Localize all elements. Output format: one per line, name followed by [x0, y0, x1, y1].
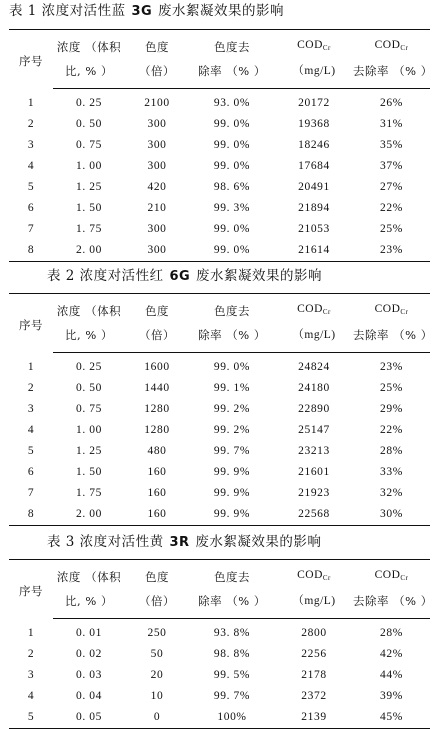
cell-concentration: 0. 04: [76, 690, 102, 702]
cell-cod: 24824: [298, 361, 330, 373]
cell-color: 2100: [144, 97, 170, 109]
cell-concentration: 0. 50: [76, 382, 102, 394]
cell-color-removal: 99. 0%: [189, 240, 275, 262]
cell-cod: 24180: [298, 382, 330, 394]
table-row: [9, 483, 430, 504]
cell-serial: 4: [27, 690, 35, 702]
header-color-removal-unit: 除率 （% ）: [189, 324, 275, 353]
cell-color-removal: 99. 0%: [213, 118, 251, 130]
cell-color-removal: 99. 9%: [189, 504, 275, 526]
cell-color: 0: [125, 707, 189, 729]
header-color: 色度: [125, 560, 189, 591]
header-cod: [275, 294, 353, 325]
header-color: 色度: [125, 30, 189, 61]
cell-color-removal: 99. 1%: [213, 382, 251, 394]
header-cod-unit: （mg/L): [275, 60, 353, 89]
header-concentration-unit: 比, % ）: [53, 590, 125, 619]
cell-color-removal: 100%: [189, 707, 275, 729]
cell-cod: 21894: [298, 202, 330, 214]
cell-cod-removal: 26%: [380, 97, 403, 109]
cell-color: 160: [125, 504, 189, 526]
header-cod-removal-subscript: Cr: [400, 308, 409, 316]
table-1-caption: [9, 3, 284, 19]
header-concentration: 浓度 （体积: [53, 560, 125, 591]
cell-color: 160: [147, 487, 167, 499]
cell-color: 300: [147, 139, 167, 151]
cell-concentration: 2. 00: [53, 504, 125, 526]
cell-concentration: 1. 75: [76, 487, 102, 499]
cell-serial: 6: [27, 202, 35, 214]
table-row: [9, 89, 430, 115]
header-concentration-unit: 比, % ）: [53, 60, 125, 89]
table-row: [9, 686, 430, 707]
table-row: [9, 240, 430, 262]
cell-serial: 8: [9, 240, 53, 262]
table-row: [9, 644, 430, 665]
header-cod-text: COD: [297, 569, 323, 581]
table-row: [9, 504, 430, 526]
header-cod-removal-subscript: Cr: [400, 44, 409, 52]
table-2-caption-suffix: 废水絮凝效果的影响: [191, 268, 322, 284]
cell-color-removal: 98. 8%: [213, 648, 251, 660]
header-color-removal: 色度去: [189, 560, 275, 591]
header-cod-removal-unit: 去除率 （% ）: [353, 60, 430, 89]
header-cod-subscript: Cr: [322, 574, 331, 582]
cell-color: 300: [147, 118, 167, 130]
cell-serial: 2: [27, 382, 35, 394]
cell-concentration: 1. 75: [76, 223, 102, 235]
table-row: [9, 420, 430, 441]
cell-color-removal: 99. 7%: [213, 445, 251, 457]
cell-color-removal: 98. 6%: [213, 181, 251, 193]
table-row: [9, 665, 430, 686]
cell-color: 210: [147, 202, 167, 214]
header-cod-text: COD: [297, 39, 323, 51]
table-row: [9, 462, 430, 483]
cell-cod-removal: 25%: [380, 382, 403, 394]
cell-color: 160: [147, 466, 167, 478]
header-serial: 序号: [9, 294, 53, 353]
cell-concentration: 1. 50: [76, 466, 102, 478]
cell-color-removal: 99. 9%: [213, 466, 251, 478]
cell-cod: 21053: [298, 223, 330, 235]
cell-cod-removal: 45%: [353, 707, 430, 729]
cell-color: 420: [147, 181, 167, 193]
header-cod-removal: [353, 560, 430, 591]
cell-color: 250: [147, 627, 167, 639]
cell-serial: 1: [27, 626, 35, 639]
table-2-caption: [47, 268, 322, 284]
cell-cod-removal: 22%: [380, 202, 403, 214]
cell-cod: 21614: [275, 240, 353, 262]
cell-color-removal: 93. 8%: [213, 627, 251, 639]
table-3-caption-dye: 3R: [169, 535, 190, 550]
header-cod-unit: （mg/L): [275, 324, 353, 353]
table-row: [9, 378, 430, 399]
cell-serial: 6: [27, 466, 35, 478]
header-cod-text: COD: [297, 303, 323, 315]
cell-cod-removal: 31%: [380, 118, 403, 130]
table-2-caption-prefix: 表 2 浓度对活性红: [47, 268, 169, 284]
cell-color-removal: 99. 0%: [213, 160, 251, 172]
table-row: [9, 177, 430, 198]
table-1-caption-suffix: 废水絮凝效果的影响: [153, 3, 284, 19]
cell-cod: 2256: [301, 648, 327, 660]
table-row: [9, 198, 430, 219]
cell-cod-removal: 37%: [380, 160, 403, 172]
header-color-removal-unit: 除率 （% ）: [189, 60, 275, 89]
table-1-caption-dye: 3G: [131, 4, 153, 19]
header-cod-removal-unit: 去除率 （% ）: [353, 324, 430, 353]
cell-color: 300: [147, 160, 167, 172]
header-cod-removal: [353, 294, 430, 325]
table-3-caption-suffix: 废水絮凝效果的影响: [190, 534, 322, 550]
cell-cod: 21923: [298, 487, 330, 499]
table-row: [9, 156, 430, 177]
cell-concentration: 0. 02: [76, 648, 102, 660]
cell-cod: 2178: [301, 669, 327, 681]
cell-cod-removal: 23%: [380, 361, 403, 373]
cell-color-removal: 99. 0%: [213, 139, 251, 151]
cell-cod-removal: 33%: [380, 466, 403, 478]
cell-serial: 1: [27, 96, 35, 109]
cell-color: 480: [147, 445, 167, 457]
header-cod-removal-text: COD: [374, 39, 401, 51]
cell-concentration: 0. 75: [76, 139, 102, 151]
header-cod-removal-subscript: Cr: [400, 574, 409, 582]
cell-color-removal: 99. 0%: [213, 223, 251, 235]
header-cod-removal-text: COD: [374, 303, 401, 315]
cell-serial: 7: [27, 223, 35, 235]
cell-cod: 20491: [298, 181, 330, 193]
cell-color-removal: 99. 5%: [213, 669, 251, 681]
header-cod: [275, 30, 353, 61]
cell-cod-removal: 27%: [380, 181, 403, 193]
cell-serial: 5: [27, 445, 35, 457]
header-serial: 序号: [9, 30, 53, 89]
cell-cod-removal: 42%: [380, 648, 403, 660]
cell-serial: 2: [27, 118, 35, 130]
cell-concentration: 0. 75: [76, 403, 102, 415]
cell-cod: 22890: [298, 403, 330, 415]
cell-cod: 22568: [275, 504, 353, 526]
cell-cod-removal: 28%: [380, 445, 403, 457]
cell-color-removal: 99. 2%: [213, 424, 251, 436]
cell-serial: 4: [27, 424, 35, 436]
table-3-caption: [47, 534, 321, 550]
cell-cod: 21601: [298, 466, 330, 478]
cell-color: 1440: [144, 382, 170, 394]
header-cod-unit: （mg/L): [275, 590, 353, 619]
header-color-removal: 色度去: [189, 30, 275, 61]
cell-concentration: 0. 03: [76, 669, 102, 681]
cell-color-removal: 99. 9%: [213, 487, 251, 499]
table-row: [9, 353, 430, 379]
cell-color-removal: 99. 3%: [213, 202, 251, 214]
header-color: 色度: [125, 294, 189, 325]
cell-color: 1280: [144, 424, 170, 436]
table-3: [9, 559, 433, 729]
cell-cod-removal: 22%: [380, 424, 403, 436]
table-3-caption-prefix: 表 3 浓度对活性黄: [47, 534, 169, 550]
cell-serial: 5: [27, 181, 35, 193]
cell-serial: 3: [27, 669, 35, 681]
cell-cod-removal: 30%: [353, 504, 430, 526]
cell-serial: 3: [27, 403, 35, 415]
cell-concentration: 0. 50: [76, 118, 102, 130]
cell-cod: 23213: [298, 445, 330, 457]
cell-cod: 2372: [301, 690, 327, 702]
cell-color: 1600: [144, 361, 170, 373]
cell-cod: 20172: [298, 97, 330, 109]
cell-serial: 2: [27, 648, 35, 660]
cell-cod-removal: 35%: [380, 139, 403, 151]
table-2-caption-dye: 6G: [169, 269, 191, 284]
cell-cod: 25147: [298, 424, 330, 436]
cell-concentration: 1. 50: [76, 202, 102, 214]
header-concentration: 浓度 （体积: [53, 294, 125, 325]
cell-concentration: 0. 25: [76, 361, 102, 373]
table-1: [9, 29, 433, 262]
cell-concentration: 0. 01: [76, 627, 102, 639]
table-row: [9, 441, 430, 462]
cell-color-removal: 99. 2%: [213, 403, 251, 415]
header-cod-removal: [353, 30, 430, 61]
cell-serial: 1: [27, 360, 35, 373]
header-cod: [275, 560, 353, 591]
cell-cod: 2800: [301, 627, 327, 639]
cell-concentration: 0. 05: [53, 707, 125, 729]
cell-cod: 19368: [298, 118, 330, 130]
cell-color-removal: 99. 0%: [213, 361, 251, 373]
cell-concentration: 1. 25: [76, 181, 102, 193]
cell-cod-removal: 23%: [353, 240, 430, 262]
table-2: [9, 293, 433, 526]
table-row: [9, 619, 430, 645]
cell-serial: 8: [9, 504, 53, 526]
cell-serial: 5: [9, 707, 53, 729]
header-color-removal: 色度去: [189, 294, 275, 325]
header-serial: 序号: [9, 560, 53, 619]
header-concentration-unit: 比, % ）: [53, 324, 125, 353]
header-cod-removal-unit: 去除率 （% ）: [353, 590, 430, 619]
cell-concentration: 2. 00: [53, 240, 125, 262]
cell-cod-removal: 44%: [380, 669, 403, 681]
cell-cod: 2139: [275, 707, 353, 729]
table-row: [9, 399, 430, 420]
table-row: [9, 114, 430, 135]
cell-cod-removal: 29%: [380, 403, 403, 415]
cell-concentration: 1. 00: [76, 160, 102, 172]
cell-color: 1280: [144, 403, 170, 415]
table-row: [9, 707, 430, 729]
cell-cod-removal: 28%: [380, 627, 403, 639]
cell-concentration: 1. 00: [76, 424, 102, 436]
cell-concentration: 1. 25: [76, 445, 102, 457]
cell-serial: 3: [27, 139, 35, 151]
cell-serial: 7: [27, 487, 35, 499]
header-concentration: 浓度 （体积: [53, 30, 125, 61]
cell-color: 10: [150, 690, 164, 702]
header-color-unit: （倍）: [125, 590, 189, 619]
cell-cod: 18246: [298, 139, 330, 151]
cell-cod: 17684: [298, 160, 330, 172]
header-color-removal-unit: 除率 （% ）: [189, 590, 275, 619]
table-1-caption-prefix: 表 1 浓度对活性蓝: [9, 3, 131, 19]
cell-color: 300: [125, 240, 189, 262]
header-cod-removal-text: COD: [374, 569, 401, 581]
cell-color: 50: [150, 648, 164, 660]
table-row: [9, 135, 430, 156]
cell-cod-removal: 39%: [380, 690, 403, 702]
cell-color-removal: 99. 7%: [213, 690, 251, 702]
cell-cod-removal: 32%: [380, 487, 403, 499]
cell-color: 300: [147, 223, 167, 235]
cell-serial: 4: [27, 160, 35, 172]
header-cod-subscript: Cr: [322, 44, 331, 52]
header-color-unit: （倍）: [125, 324, 189, 353]
cell-color-removal: 93. 0%: [213, 97, 251, 109]
header-color-unit: （倍）: [125, 60, 189, 89]
cell-color: 20: [150, 669, 164, 681]
table-row: [9, 219, 430, 240]
cell-concentration: 0. 25: [76, 97, 102, 109]
header-cod-subscript: Cr: [322, 308, 331, 316]
cell-cod-removal: 25%: [380, 223, 403, 235]
